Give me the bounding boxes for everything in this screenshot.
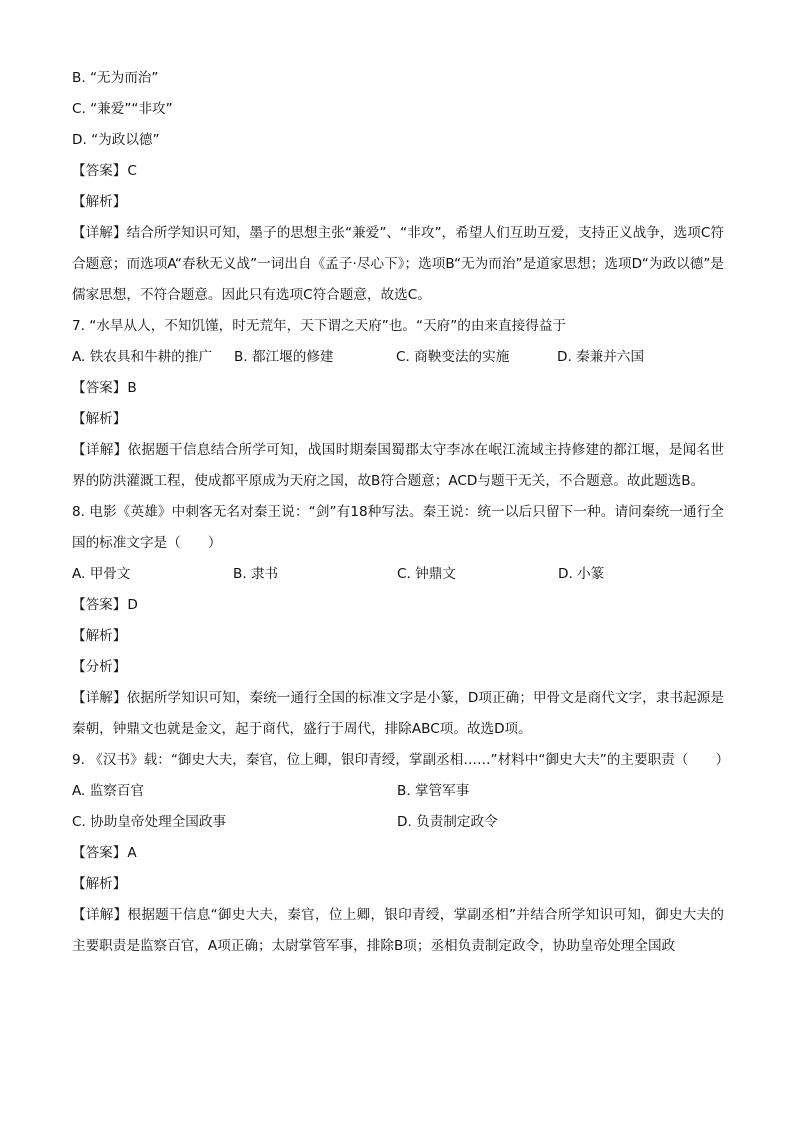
- detail-text: 依据所学知识可知，秦统一通行全国的标准文字是小篆，D项正确；甲骨文是商代文字，隶书起源是秦朝，钟鼎文也就是金文，起于商代，盛行于周代，排除ABC项。故选D项。: [72, 690, 725, 737]
- q8-stem: 8. 电影《英雄》中刺客无名对秦王说：“剑”有18种写法。秦王说：统一以后只留下一种。请问秦统一通行全国的标准文字是（ ）: [72, 504, 724, 551]
- detail-tag: 【详解】: [72, 690, 127, 706]
- detail-tag: 【详解】: [72, 907, 128, 923]
- q6-option-c: C. “兼爱”“非攻”: [72, 101, 173, 117]
- answer-tag: 【答案】: [72, 845, 127, 861]
- detail-tag: 【详解】: [72, 442, 128, 458]
- q6-option-b: B. “无为而治”: [72, 70, 159, 86]
- q9-option-a: A. 监察百官: [72, 783, 145, 799]
- q9-option-c: C. 协助皇帝处理全国政事: [72, 814, 227, 830]
- answer-value: C: [127, 163, 137, 179]
- q8-option-d: D. 小篆: [558, 566, 605, 582]
- q9-options-row1: [72, 776, 724, 807]
- q7-stem: 7. “水旱从人，不知饥馑，时无荒年，天下谓之天府”也。“天府”的由来直接得益于: [72, 318, 567, 334]
- q7-option-d: D. 秦兼并六国: [557, 349, 645, 365]
- q7-answer: [72, 373, 724, 404]
- q8-options: [72, 559, 724, 590]
- q8-detail: [72, 683, 724, 745]
- detail-text: 根据题干信息“御史大夫，秦官，位上卿，银印青绶，掌副丞相”并结合所学知识可知，御史大夫的主要职责是监察百官，A项正确；太尉掌管军事，排除B项；丞相负责制定政令，协助皇帝处理全国政: [72, 907, 724, 954]
- q6-option-d: D. “为政以德”: [72, 132, 160, 148]
- q6-answer: [72, 156, 724, 187]
- q9-analysis-tag: 【解析】: [72, 876, 127, 892]
- q8-answer: [72, 590, 724, 621]
- q9-detail: [72, 900, 724, 962]
- q7-detail: [72, 435, 724, 497]
- answer-value: B: [127, 380, 137, 396]
- q8-fenxi-tag: 【分析】: [72, 659, 127, 675]
- answer-tag: 【答案】: [72, 163, 127, 179]
- detail-text: 依据题干信息结合所学可知，战国时期秦国蜀郡太守李冰在岷江流域主持修建的都江堰，是闻名世界的防洪灌溉工程，使成都平原成为天府之国，故B符合题意；ACD与题干无关，不合题意。故此题选B。: [72, 442, 724, 489]
- q7-analysis-tag: 【解析】: [72, 411, 127, 427]
- q8-option-b: B. 隶书: [233, 566, 279, 582]
- q8-analysis-tag: 【解析】: [72, 628, 127, 644]
- q7-option-b: B. 都江堰的修建: [234, 349, 334, 365]
- q6-analysis-tag: 【解析】: [72, 194, 127, 210]
- q9-option-b: B. 掌管军事: [397, 783, 470, 799]
- q6-detail: [72, 218, 724, 311]
- q8-option-a: A. 甲骨文: [72, 566, 131, 582]
- q7-option-c: C. 商鞅变法的实施: [396, 349, 510, 365]
- answer-tag: 【答案】: [72, 380, 127, 396]
- answer-value: A: [127, 845, 137, 861]
- q9-answer: [72, 838, 724, 869]
- q9-option-d: D. 负责制定政令: [397, 814, 498, 830]
- q9-stem: 9. 《汉书》载：“御史大夫，秦官，位上卿，银印青绶，掌副丞相……”材料中“御史大夫”的主要职责（ ）: [72, 752, 730, 768]
- q7-options: [72, 342, 724, 373]
- q7-option-a: A. 铁农具和牛耕的推广: [72, 349, 213, 365]
- detail-text: 结合所学知识可知，墨子的思想主张“兼爱”、“非攻”，希望人们互助互爱，支持正义战争，选项C符合题意；而选项A“春秋无义战”一词出自《孟子·尽心下》；选项B“无为而治”是道家思想；选项D“为政以德”是儒家思想，不符合题意。因此只有选项C符合题意，故选C。: [72, 225, 724, 303]
- detail-tag: 【详解】: [72, 225, 127, 241]
- answer-value: D: [127, 597, 138, 613]
- q9-options-row2: [72, 807, 724, 838]
- answer-tag: 【答案】: [72, 597, 127, 613]
- q8-option-c: C. 钟鼎文: [397, 566, 456, 582]
